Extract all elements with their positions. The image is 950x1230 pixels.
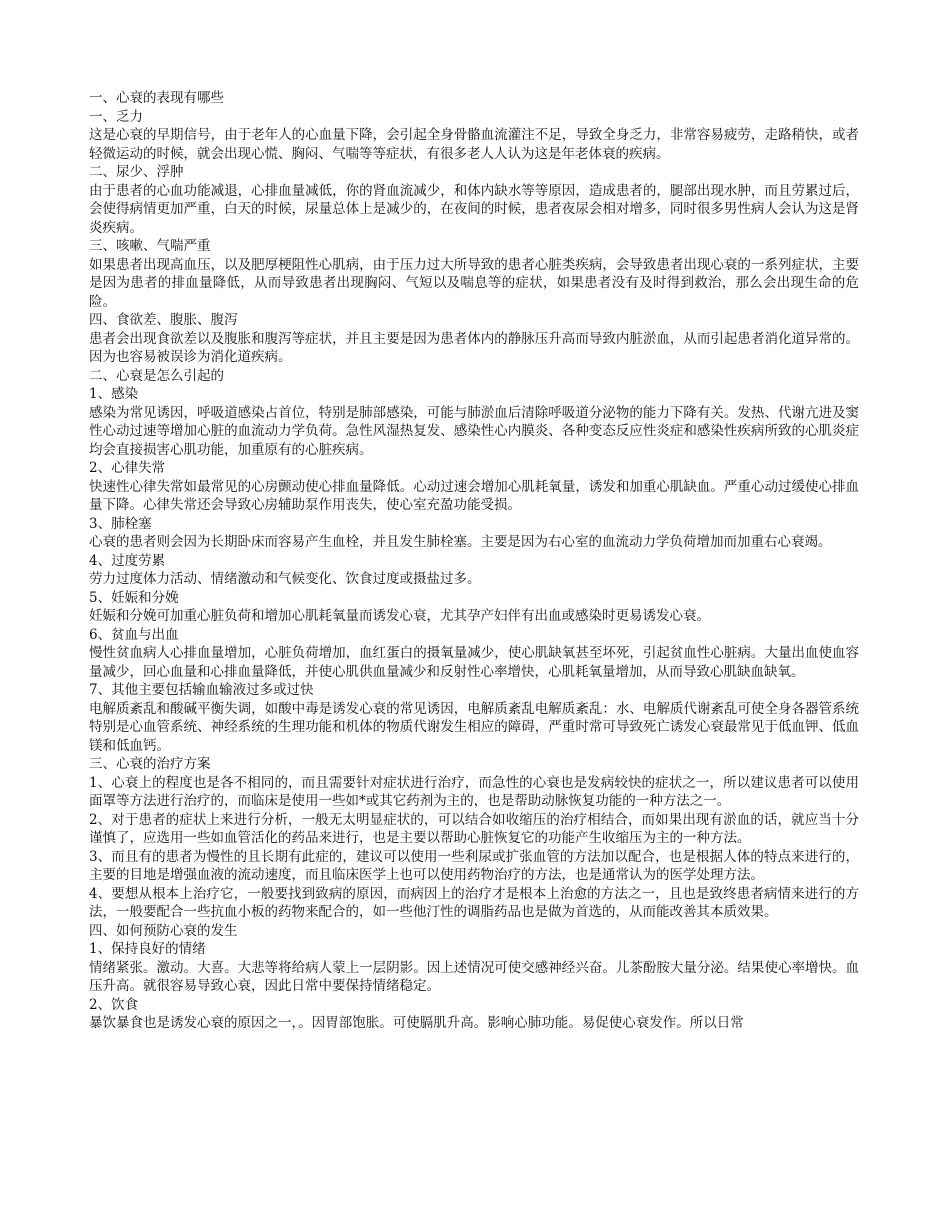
paragraph: 这是心衰的早期信号，由于老年人的心血量下降，会引起全身骨骼血流灌注不足，导致全身乏力，非常容易疲劳，走路稍快，或者轻微运动的时候，就会出现心慌、胸闷、气喘等等症状，有很多老人人认为这是年老体衰的疾病。 <box>89 127 859 162</box>
subheading: 5、妊娠和分娩 <box>89 589 179 606</box>
subheading: 4、过度劳累 <box>89 552 166 569</box>
section-heading: 三、心衰的治疗方案 <box>89 756 211 772</box>
section-heading: 一、心衰的表现有哪些 <box>89 90 224 106</box>
paragraph: 情绪紧张。激动。大喜。大悲等将给病人蒙上一层阴影。因上述情况可使交感神经兴奋。儿茶酚胺大量分泌。结果使心率增快。血压升高。就很容易导致心衰，因此日常中要保持情绪稳定。 <box>89 959 859 994</box>
section-heading: 二、心衰是怎么引起的 <box>89 367 224 384</box>
paragraph: 患者会出现食欲差以及腹胀和腹泻等症状，并且主要是因为患者体内的静脉压升高而导致内脏淤血，从而引起患者消化道异常的。因为也容易被误诊为消化道疾病。 <box>89 330 859 365</box>
paragraph: 2、对于患者的症状上来进行分析，一般无太明显症状的，可以结合如收缩压的治疗相结合，而如果出现有淤血的话，就应当十分谨慎了，应选用一些如血管活化的药品来进行，也是主要以帮助心脏恢复它的功能产生收缩压为主的一种方法。 <box>89 811 859 846</box>
subheading: 四、食欲差、腹胀、腹泻 <box>89 312 238 328</box>
paragraph: 感染为常见诱因，呼吸道感染占首位，特别是肺部感染，可能与肺淤血后清除呼吸道分泌物的能力下降有关。发热、代谢亢进及窦性心动过速等增加心脏的血流动力学负荷。急性风湿热复发、感染性心内膜炎、各种变态反应性炎症和感染性疾病所致的心肌炎症均会直接损害心肌功能，加重原有的心脏疾病。 <box>89 404 859 458</box>
subheading: 2、心律失常 <box>89 460 166 476</box>
paragraph: 快速性心律失常如最常见的心房颤动使心排血量降低。心动过速会增加心肌耗氧量，诱发和加重心肌缺血。严重心动过缓使心排血量下降。心律失常还会导致心房辅助泵作用丧失，使心室充盈功能受损。 <box>89 478 859 513</box>
document-body <box>89 89 859 1033</box>
paragraph: 劳力过度体力活动、情绪激动和气候变化、饮食过度或摄盐过多。 <box>89 571 481 587</box>
subheading: 7、其他主要包括输血输液过多或过快 <box>89 682 314 698</box>
subheading: 一、乏力 <box>89 108 143 125</box>
paragraph: 如果患者出现高血压，以及肥厚梗阻性心肌病，由于压力过大所导致的患者心脏类疾病，会导致患者出现心衰的一系列症状，主要是因为患者的排血量降低，从而导致患者出现胸闷、气短以及喘息等的症状，如果患者没有及时得到救治，那么会出现生命的危险。 <box>89 256 859 310</box>
paragraph: 1、心衰上的程度也是各不相同的，而且需要针对症状进行治疗，而急性的心衰也是发病较快的症状之一，所以建议患者可以使用面罩等方法进行治疗的，而临床是使用一些如*或其它药剂为主的，也是帮助动脉恢复功能的一种方法之一。 <box>89 774 859 809</box>
paragraph: 由于患者的心血功能减退，心排血量减低，你的肾血流减少，和体内缺水等等原因，造成患者的，腿部出现水肿，而且劳累过后，会使得病情更加严重，白天的时候，尿量总体上是减少的，在夜间的时候，患者夜尿会相对增多，同时很多男性病人会认为这是肾炎疾病。 <box>89 182 859 236</box>
paragraph: 心衰的患者则会因为长期卧床而容易产生血栓，并且发生肺栓塞。主要是因为右心室的血流动力学负荷增加而加重右心衰竭。 <box>89 534 832 550</box>
subheading: 1、保持良好的情绪 <box>89 941 206 957</box>
subheading: 1、感染 <box>89 386 139 402</box>
subheading: 6、贫血与出血 <box>89 626 179 643</box>
paragraph: 4、要想从根本上治疗它，一般要找到致病的原因，而病因上的治疗才是根本上治愈的方法之一，且也是致终患者病情来进行的方法，一般要配合一些抗血小板的药物来配合的，如一些他汀性的调脂药品也是做为首选的，从而能改善其本质效果。 <box>89 885 859 920</box>
paragraph: 慢性贫血病人心排血量增加，心脏负荷增加，血红蛋白的摄氧量减少，使心肌缺氧甚至坏死，引起贫血性心脏病。大量出血使血容量减少，回心血量和心排血量降低，并使心肌供血量减少和反射性心率增快，心肌耗氧量增加，从而导致心肌缺血缺氧。 <box>89 645 859 680</box>
paragraph: 妊娠和分娩可加重心脏负荷和增加心肌耗氧量而诱发心衰，尤其孕产妇伴有出血或感染时更易诱发心衰。 <box>89 608 710 624</box>
section-heading: 四、如何预防心衰的发生 <box>89 922 238 939</box>
paragraph: 电解质紊乱和酸碱平衡失调，如酸中毒是诱发心衰的常见诱因，电解质紊乱电解质紊乱：水、电解质代谢紊乱可使全身各器管系统特别是心血管系统、神经系统的生理功能和机体的物质代谢发生相应的障碍，严重时常可导致死亡诱发心衰最常见于低血钾、低血镁和低血钙。 <box>89 700 859 754</box>
subheading: 三、咳嗽、气喘严重 <box>89 238 211 254</box>
paragraph: 暴饮暴食也是诱发心衰的原因之一，。因胃部饱胀。可使膈肌升高。影响心肺功能。易促使心衰发作。所以日常 <box>89 1015 744 1031</box>
subheading: 二、尿少、浮肿 <box>89 164 184 180</box>
subheading: 2、饮食 <box>89 996 139 1013</box>
subheading: 3、肺栓塞 <box>89 515 152 532</box>
paragraph: 3、而且有的患者为慢性的且长期有此症的，建议可以使用一些利尿或扩张血管的方法加以配合，也是根据人体的特点来进行的，主要的目地是增强血液的流动速度，而且临床医学上也可以使用药物治疗的方法，也是通常认为的医学处理方法。 <box>89 848 859 883</box>
